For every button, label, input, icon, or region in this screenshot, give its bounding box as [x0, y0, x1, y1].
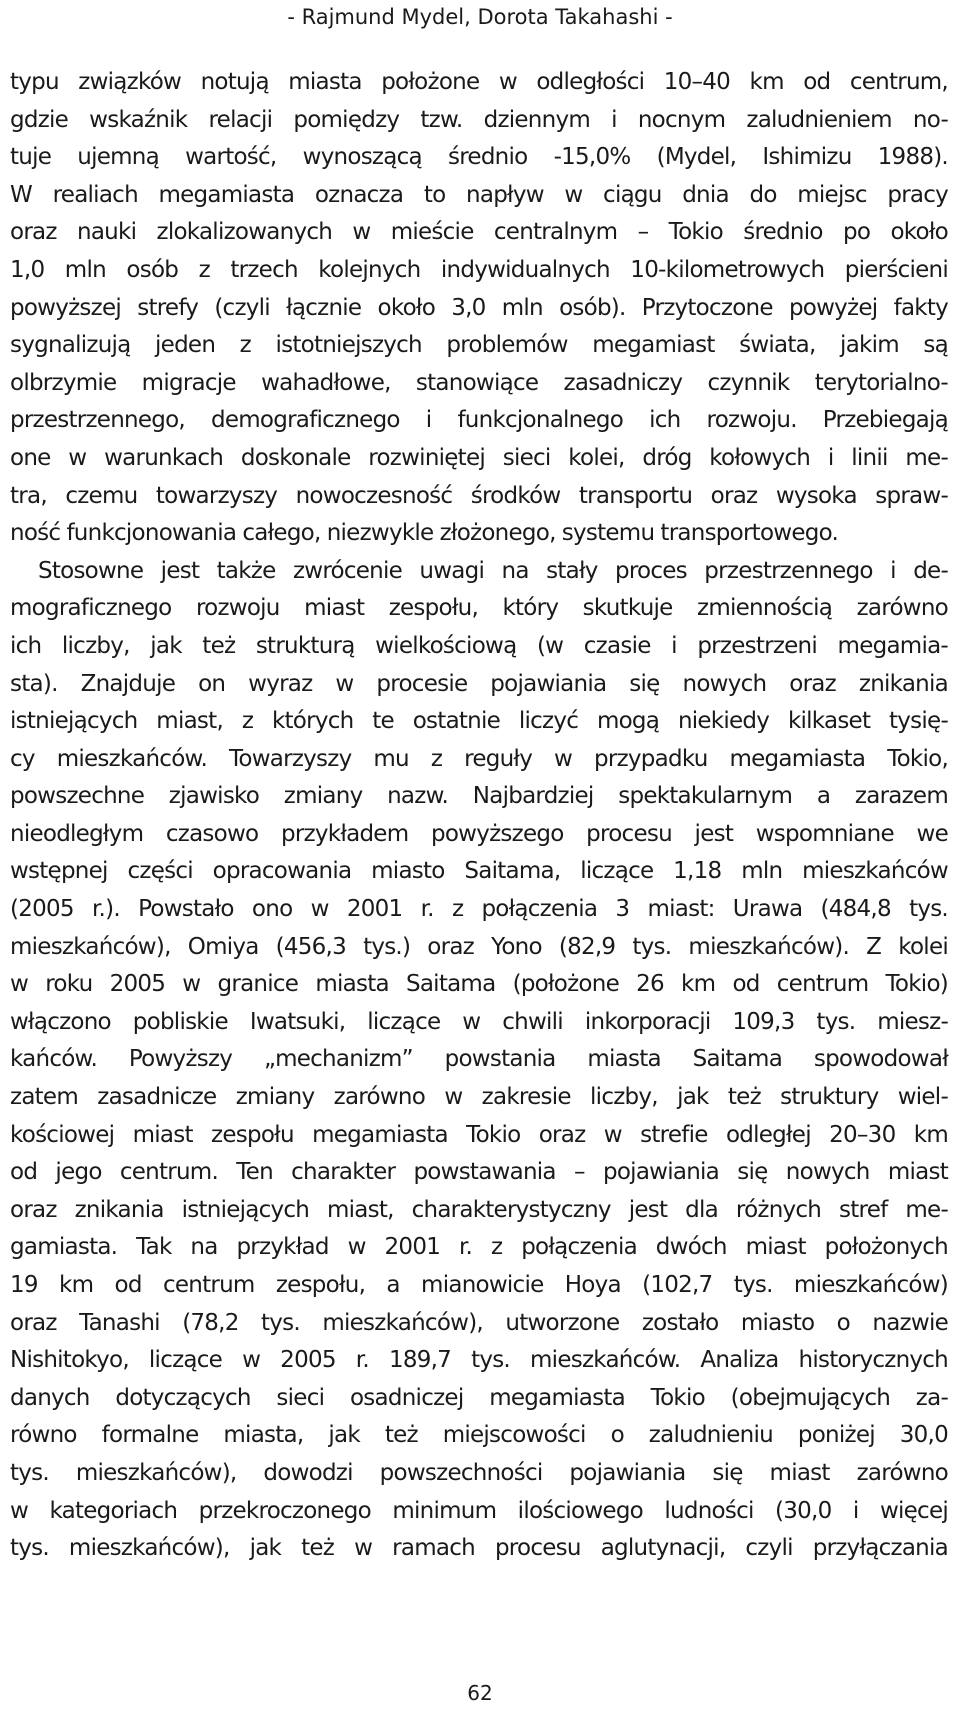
text-line: wstępnej części opracowania miasto Saitama, liczące 1,18 mln mieszkańców	[10, 858, 948, 885]
body-text	[10, 64, 948, 1568]
text-line: w kategoriach przekroczonego minimum ilościowego ludności (30,0 i więcej	[10, 1497, 948, 1524]
text-line: Nishitokyo, liczące w 2005 r. 189,7 tys. mieszkańców. Analiza historycznych	[10, 1347, 948, 1374]
text-line: mograficznego rozwoju miast zespołu, który skutkuje zmiennością zarówno	[10, 595, 948, 622]
text-line: w roku 2005 w granice miasta Saitama (położone 26 km od centrum Tokio)	[10, 971, 948, 998]
text-line: tuje ujemną wartość, wynoszącą średnio -15,0% (Mydel, Ishimizu 1988).	[10, 144, 948, 171]
text-line: tys. mieszkańców), dowodzi powszechności pojawiania się miast zarówno	[10, 1459, 948, 1486]
text-line: równo formalne miasta, jak też miejscowości o zaludnieniu poniżej 30,0	[10, 1422, 948, 1449]
text-line: sygnalizują jeden z istotniejszych problemów megamiast świata, jakim są	[10, 332, 948, 359]
page-number: 62	[467, 1681, 493, 1705]
text-line: kańców. Powyższy „mechanizm” powstania miasta Saitama spowodował	[10, 1046, 948, 1073]
paragraph-first-line: Stosowne jest także zwrócenie uwagi na stały proces przestrzennego i de-	[38, 557, 948, 584]
text-line: danych dotyczących sieci osadniczej megamiasta Tokio (obejmujących za-	[10, 1384, 948, 1411]
text-line: kościowej miast zespołu megamiasta Tokio oraz w strefie odległej 20–30 km	[10, 1121, 948, 1148]
text-line: tra, czemu towarzyszy nowoczesność środków transportu oraz wysoka spraw-	[10, 482, 948, 509]
text-line: ność funkcjonowania całego, niezwykle złożonego, systemu transportowego.	[10, 520, 839, 547]
text-line: włączono pobliskie Iwatsuki, liczące w chwili inkorporacji 109,3 tys. miesz-	[10, 1008, 948, 1035]
text-line: zatem zasadnicze zmiany zarówno w zakresie liczby, jak też struktury wiel-	[10, 1084, 948, 1111]
text-line: (2005 r.). Powstało ono w 2001 r. z połączenia 3 miast: Urawa (484,8 tys.	[10, 896, 948, 923]
text-line: powyższej strefy (czyli łącznie około 3,0 mln osób). Przytoczone powyżej fakty	[10, 294, 948, 321]
text-line: sta). Znajduje on wyraz w procesie pojawiania się nowych oraz znikania	[10, 670, 948, 697]
text-line: ich liczby, jak też strukturą wielkościową (w czasie i przestrzeni megamia-	[10, 632, 948, 659]
text-line: od jego centrum. Ten charakter powstawania – pojawiania się nowych miast	[10, 1159, 948, 1186]
text-line: 1,0 mln osób z trzech kolejnych indywidualnych 10-kilometrowych pierścieni	[10, 256, 948, 283]
text-line: nieodległym czasowo przykładem powyższego procesu jest wspomniane we	[10, 820, 948, 847]
text-line: olbrzymie migracje wahadłowe, stanowiące zasadniczy czynnik terytorialno-	[10, 369, 948, 396]
text-line: one w warunkach doskonale rozwiniętej sieci kolei, dróg kołowych i linii me-	[10, 444, 948, 471]
text-line: oraz nauki zlokalizowanych w mieście centralnym – Tokio średnio po około	[10, 219, 948, 246]
text-line: W realiach megamiasta oznacza to napływ w ciągu dnia do miejsc pracy	[10, 181, 948, 208]
text-line: mieszkańców), Omiya (456,3 tys.) oraz Yono (82,9 tys. mieszkańców). Z kolei	[10, 933, 948, 960]
text-line: istniejących miast, z których te ostatnie liczyć mogą niekiedy kilkaset tysię-	[10, 708, 948, 735]
text-line: gamiasta. Tak na przykład w 2001 r. z połączenia dwóch miast położonych	[10, 1234, 948, 1261]
text-line: oraz Tanashi (78,2 tys. mieszkańców), utworzone zostało miasto o nazwie	[10, 1309, 948, 1336]
text-line: przestrzennego, demograficznego i funkcjonalnego ich rozwoju. Przebiegają	[10, 407, 948, 434]
text-line: powszechne zjawisko zmiany nazw. Najbardziej spektakularnym a zarazem	[10, 783, 948, 810]
text-line: oraz znikania istniejących miast, charakterystyczny jest dla różnych stref me-	[10, 1196, 948, 1223]
text-line: gdzie wskaźnik relacji pomiędzy tzw. dziennym i nocnym zaludnieniem no-	[10, 106, 948, 133]
text-line: cy mieszkańców. Towarzyszy mu z reguły w przypadku megamiasta Tokio,	[10, 745, 948, 772]
text-line: tys. mieszkańców), jak też w ramach procesu aglutynacji, czyli przyłączania	[10, 1535, 948, 1562]
text-line: 19 km od centrum zespołu, a mianowicie Hoya (102,7 tys. mieszkańców)	[10, 1272, 948, 1298]
running-head: - Rajmund Mydel, Dorota Takahashi -	[287, 5, 673, 29]
text-line: typu związków notują miasta położone w odległości 10–40 km od centrum,	[10, 69, 948, 95]
